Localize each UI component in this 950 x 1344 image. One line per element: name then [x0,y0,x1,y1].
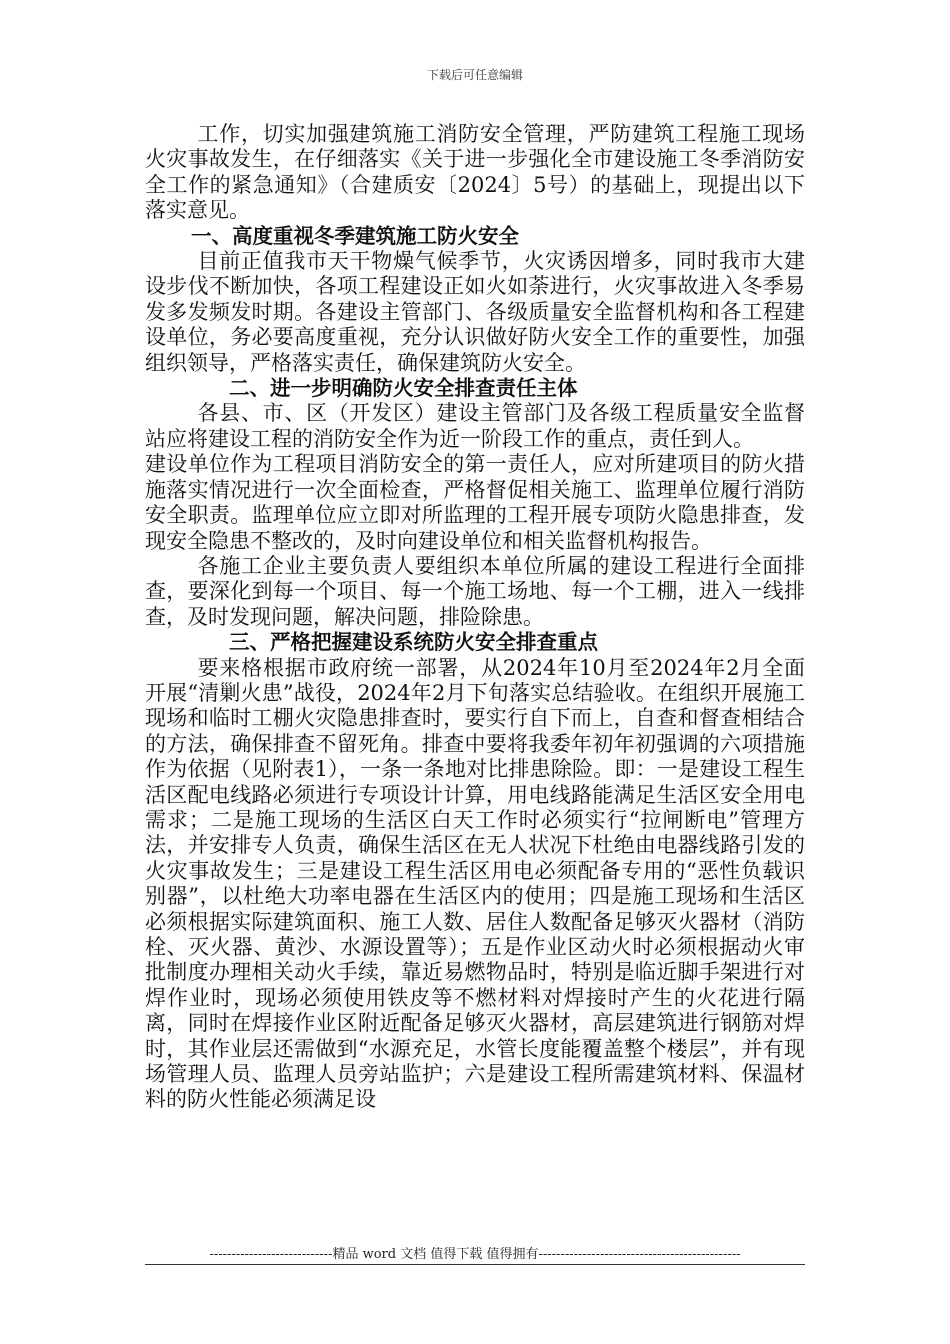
page-header: 下载后可任意编辑 [426,68,523,82]
paragraph-section-2-c: 各施工企业主要负责人要组织本单位所属的建设工程进行全面排查，要深化到每一个项目、每一个施工场地、每一个工棚，进入一线排查，及时发现问题，解决问题，排险除患。 [145,553,805,629]
paragraph-section-2-a: 各县、市、区（开发区）建设主管部门及各级工程质量安全监督站应将建设工程的消防安全作为近一阶段工作的重点，责任到人。 [145,401,805,451]
document-body [145,122,805,1113]
section-heading-2: 二、进一步明确防火安全排查责任主体 [229,376,578,401]
section-heading-3: 三、严格把握建设系统防火安全排查重点 [229,630,598,655]
paragraph-intro: 工作，切实加强建筑施工消防安全管理，严防建筑工程施工现场火灾事故发生，在仔细落实《关于进一步强化全市建设施工冬季消防安全工作的紧急通知》（合建质安〔2024〕5号）的基础上，现提出以下落实意见。 [145,122,805,223]
section-heading-1: 一、高度重视冬季建筑施工防火安全 [191,223,519,248]
paragraph-section-2-b: 建设单位作为工程项目消防安全的第一责任人，应对所建项目的防火措施落实情况进行一次全面检查，严格督促相关施工、监理单位履行消防安全职责。监理单位应立即对所监理的工程开展专项防火隐患排查，发现安全隐患不整改的，及时向建设单位和相关监督机构报告。 [145,452,805,553]
paragraph-section-1: 目前正值我市天干物燥气候季节，火灾诱因增多，同时我市大建设步伐不断加快，各项工程建设正如火如荼进行，火灾事故进入冬季易发多发频发时期。各建设主管部门、各级质量安全监督机构和各工程建设单位，务必要高度重视，充分认识做好防火安全工作的重要性，加强组织领导，严格落实责任，确保建筑防火安全。 [145,249,805,375]
paragraph-section-3: 要来格根据市政府统一部署，从2024年10月至2024年2月全面开展“清剿火患”战役，2024年2月下旬落实总结验收。在组织开展施工现场和临时工棚火灾隐患排查时，要实行自下而上，自查和督查相结合的方法，确保排查不留死角。排查中要将我委年初年初强调的六项措施作为依据（见附表1），一条一条地对比排患除险。即：一是建设工程生活区配电线路必须进行专项设计计算，用电线路能满足生活区安全用电需求；二是施工现场的生活区白天工作时必须实行“拉闸断电”管理方法，并安排专人负责，确保生活区在无人状况下杜绝由电器线路引发的火灾事故发生；三是建设工程生活区用电必须配备专用的“恶性负载识别器”，以杜绝大功率电器在生活区内的使用；四是施工现场和生活区必须根据实际建筑面积、施工人数、居住人数配备足够灭火器材（消防栓、灭火器、黄沙、水源设置等）；五是作业区动火时必须根据动火审批制度办理相关动火手续，靠近易燃物品时，特别是临近脚手架进行对焊作业时，现场必须使用铁皮等不燃材料对焊接时产生的火花进行隔离，同时在焊接作业区附近配备足够灭火器材，高层建筑进行钢筋对焊时，其作业层还需做到“水源充足，水管长度能覆盖整个楼层”，并有现场管理人员、监理人员旁站监护；六是建设工程所需建筑材料、保温材料的防火性能必须满足设 [145,655,805,1112]
page-footer: ----------------------------精品 word 文档 值得下载 值得拥有---------------------------------------------- [209,1247,741,1262]
footer-divider [145,1264,805,1265]
